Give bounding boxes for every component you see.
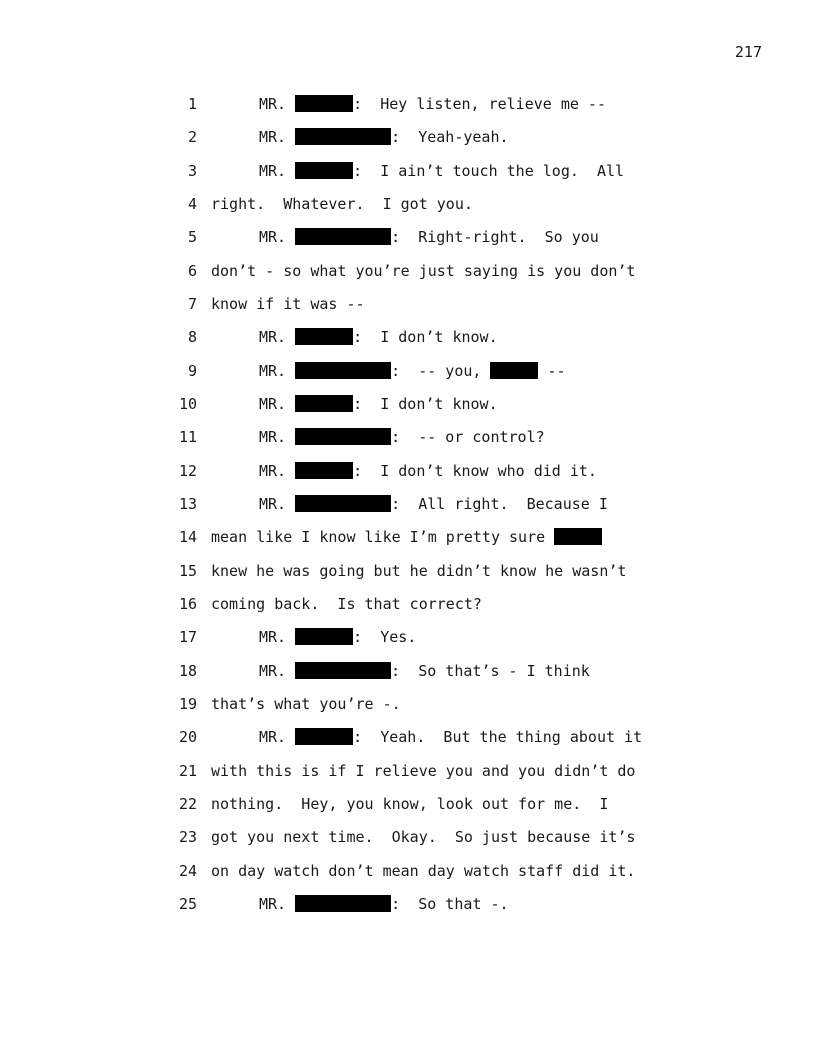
line-number: 22 [178, 794, 197, 813]
line-number: 25 [178, 894, 197, 913]
text-segment: MR. [259, 428, 296, 447]
line-number: 15 [178, 561, 197, 580]
redaction-bar [295, 495, 391, 512]
text-segment: MR. [259, 728, 296, 747]
line-text [259, 161, 624, 181]
line-text [259, 894, 509, 914]
line-text [211, 261, 635, 281]
redaction-bar [295, 728, 353, 745]
text-segment: : Yeah. But the thing about it [353, 728, 643, 747]
redaction-bar [295, 662, 391, 679]
redaction-bar [295, 462, 353, 479]
line-text [211, 694, 401, 714]
line-number: 12 [178, 461, 197, 480]
line-number: 4 [187, 194, 197, 213]
redaction-bar [295, 395, 353, 412]
redaction-bar [295, 228, 391, 245]
line-text [211, 561, 626, 581]
line-text [259, 394, 498, 414]
line-text [259, 227, 599, 247]
text-segment: : Yes. [353, 628, 417, 647]
text-segment: MR. [259, 628, 296, 647]
line-number: 20 [178, 728, 197, 747]
text-segment: on day watch don’t mean day watch staff did it. [211, 861, 636, 880]
text-segment: nothing. Hey, you know, look out for me. I [211, 794, 609, 813]
redaction-bar [554, 528, 602, 545]
line-text [259, 427, 545, 447]
line-text [259, 661, 590, 681]
text-segment: : -- you, [391, 361, 491, 380]
text-segment: MR. [259, 661, 296, 680]
line-number: 13 [178, 494, 197, 513]
text-segment: MR. [259, 461, 296, 480]
line-number: 17 [178, 628, 197, 647]
line-number: 3 [187, 161, 197, 180]
line-number: 16 [178, 594, 197, 613]
line-text [259, 461, 597, 481]
text-segment: : I ain’t touch the log. All [353, 161, 625, 180]
text-segment: : Yeah-yeah. [391, 128, 509, 147]
text-segment: MR. [259, 161, 296, 180]
line-text [259, 361, 566, 381]
text-segment: : All right. Because I [391, 494, 608, 513]
line-number: 1 [187, 95, 197, 113]
text-segment: : Right-right. So you [391, 228, 599, 247]
line-number: 6 [187, 261, 197, 280]
line-text [259, 494, 608, 514]
line-text [211, 827, 635, 847]
line-number: 18 [178, 661, 197, 680]
redaction-bar [295, 128, 391, 145]
text-segment: mean like I know like I’m pretty sure [211, 528, 555, 547]
text-segment: MR. [259, 394, 296, 413]
text-segment: MR. [259, 128, 296, 147]
text-segment: don’t - so what you’re just saying is you don’t [211, 261, 636, 280]
redaction-bar [295, 428, 391, 445]
text-segment: MR. [259, 361, 296, 380]
line-number: 9 [187, 361, 197, 380]
text-segment: : So that’s - I think [391, 661, 590, 680]
line-number: 24 [178, 861, 197, 880]
line-text [211, 194, 473, 214]
text-segment: right. Whatever. I got you. [211, 194, 473, 213]
redaction-bar [295, 328, 353, 345]
text-segment: MR. [259, 228, 296, 247]
line-number: 11 [178, 428, 197, 447]
text-segment: : Hey listen, relieve me -- [353, 95, 606, 113]
text-segment: : I don’t know who did it. [353, 461, 597, 480]
text-segment: with this is if I relieve you and you didn’t do [211, 761, 636, 780]
line-number: 10 [178, 394, 197, 413]
line-number: 21 [178, 761, 197, 780]
text-segment: coming back. Is that correct? [211, 594, 482, 613]
text-segment: : So that -. [391, 894, 509, 913]
text-segment: : I don’t know. [353, 394, 498, 413]
redaction-bar [295, 162, 353, 179]
line-number: 14 [178, 528, 197, 547]
redaction-bar [295, 895, 391, 912]
text-segment: MR. [259, 95, 296, 113]
line-text [259, 94, 606, 114]
page-number: 217 [734, 43, 762, 61]
text-segment: knew he was going but he didn’t know he wasn’t [211, 561, 627, 580]
text-segment: that’s what you’re -. [211, 694, 401, 713]
line-text [259, 127, 509, 147]
line-text [211, 761, 635, 781]
line-number: 8 [187, 328, 197, 347]
text-segment: : I don’t know. [353, 328, 498, 347]
text-segment: : -- or control? [391, 428, 545, 447]
line-number: 5 [187, 228, 197, 247]
redaction-bar [295, 628, 353, 645]
line-text [211, 594, 482, 614]
text-segment: got you next time. Okay. So just because it’s [211, 828, 636, 847]
text-segment: -- [538, 361, 566, 380]
line-text [211, 294, 365, 314]
line-number: 7 [187, 294, 197, 313]
line-number: 19 [178, 694, 197, 713]
line-text [211, 794, 608, 814]
redaction-bar [490, 362, 538, 379]
line-text [259, 627, 416, 647]
text-segment: MR. [259, 328, 296, 347]
text-segment: MR. [259, 894, 296, 913]
line-text [211, 527, 602, 547]
redaction-bar [295, 362, 391, 379]
line-number: 2 [187, 128, 197, 147]
text-segment: MR. [259, 494, 296, 513]
line-text [211, 861, 635, 881]
line-number: 23 [178, 828, 197, 847]
redaction-bar [295, 95, 353, 112]
line-text [259, 327, 498, 347]
text-segment: know if it was -- [211, 294, 365, 313]
line-text [259, 727, 642, 747]
